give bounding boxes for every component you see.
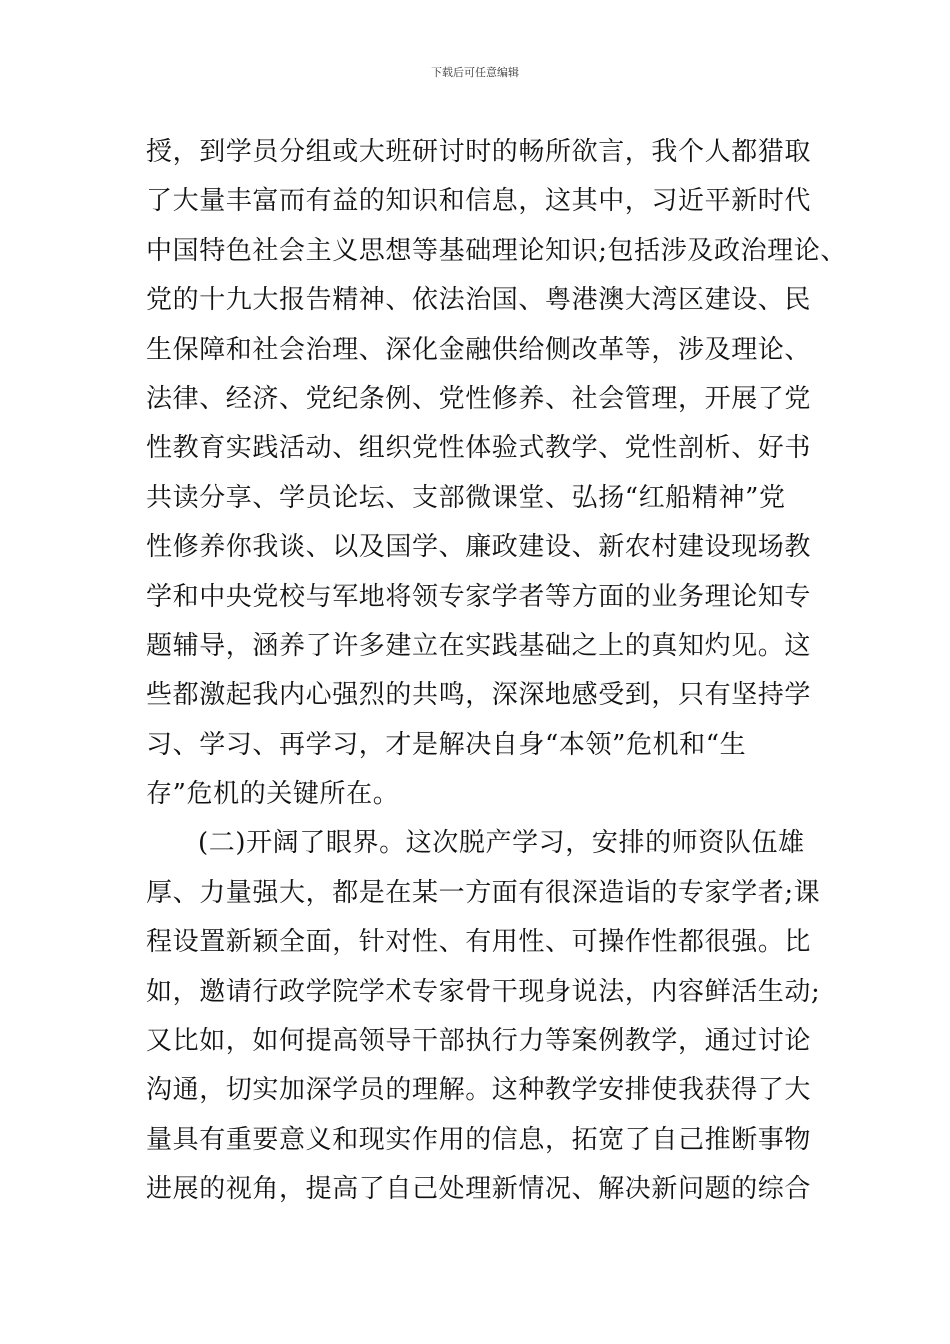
text-line: 些都激起我内心强烈的共鸣，深深地感受到，只有坚持学 — [146, 680, 812, 711]
text-line: 厚、力量强大，都是在某一方面有很深造诣的专家学者;课 — [146, 877, 821, 908]
text-line: 学和中央党校与军地将领专家学者等方面的业务理论知专 — [146, 581, 812, 612]
text-line: 进展的视角，提高了自己处理新情况、解决新问题的综合 — [146, 1174, 812, 1205]
text-line: 习、学习、再学习，才是解决自身“本领”危机和“生 — [146, 729, 747, 760]
document-body — [146, 128, 847, 1215]
paragraph-start-line: (二)开阔了眼界。这次脱产学习，安排的师资队伍雄 — [198, 828, 805, 859]
text-line: 中国特色社会主义思想等基础理论知识;包括涉及政治理论、 — [146, 235, 847, 266]
text-line: 程设置新颖全面，针对性、有用性、可操作性都很强。比 — [146, 927, 812, 958]
text-line: 如，邀请行政学院学术专家骨干现身说法，内容鲜活生动; — [146, 976, 821, 1007]
text-line: 沟通，切实加深学员的理解。这种教学安排使我获得了大 — [146, 1075, 812, 1106]
text-line: 题辅导，涵养了许多建立在实践基础之上的真知灼见。这 — [146, 630, 812, 661]
page-header: 下载后可任意编辑 — [431, 66, 519, 79]
text-line: 性教育实践活动、组织党性体验式教学、党性剖析、好书 — [146, 433, 812, 464]
text-line: 党的十九大报告精神、依法治国、粤港澳大湾区建设、民 — [146, 285, 812, 316]
text-line: 存”危机的关键所在。 — [146, 779, 400, 810]
text-line: 共读分享、学员论坛、支部微课堂、弘扬“红船精神”党 — [146, 482, 786, 513]
text-line: 了大量丰富而有益的知识和信息，这其中，习近平新时代 — [146, 186, 812, 217]
text-line: 授，到学员分组或大班研讨时的畅所欲言，我个人都猎取 — [146, 137, 812, 167]
text-line: 量具有重要意义和现实作用的信息，拓宽了自己推断事物 — [146, 1124, 812, 1155]
text-line: 生保障和社会治理、深化金融供给侧改革等，涉及理论、 — [146, 334, 812, 365]
text-line: 又比如，如何提高领导干部执行力等案例教学，通过讨论 — [146, 1026, 812, 1057]
text-line: 性修养你我谈、以及国学、廉政建设、新农村建设现场教 — [146, 532, 812, 563]
text-line: 法律、经济、党纪条例、党性修养、社会管理，开展了党 — [146, 383, 812, 414]
